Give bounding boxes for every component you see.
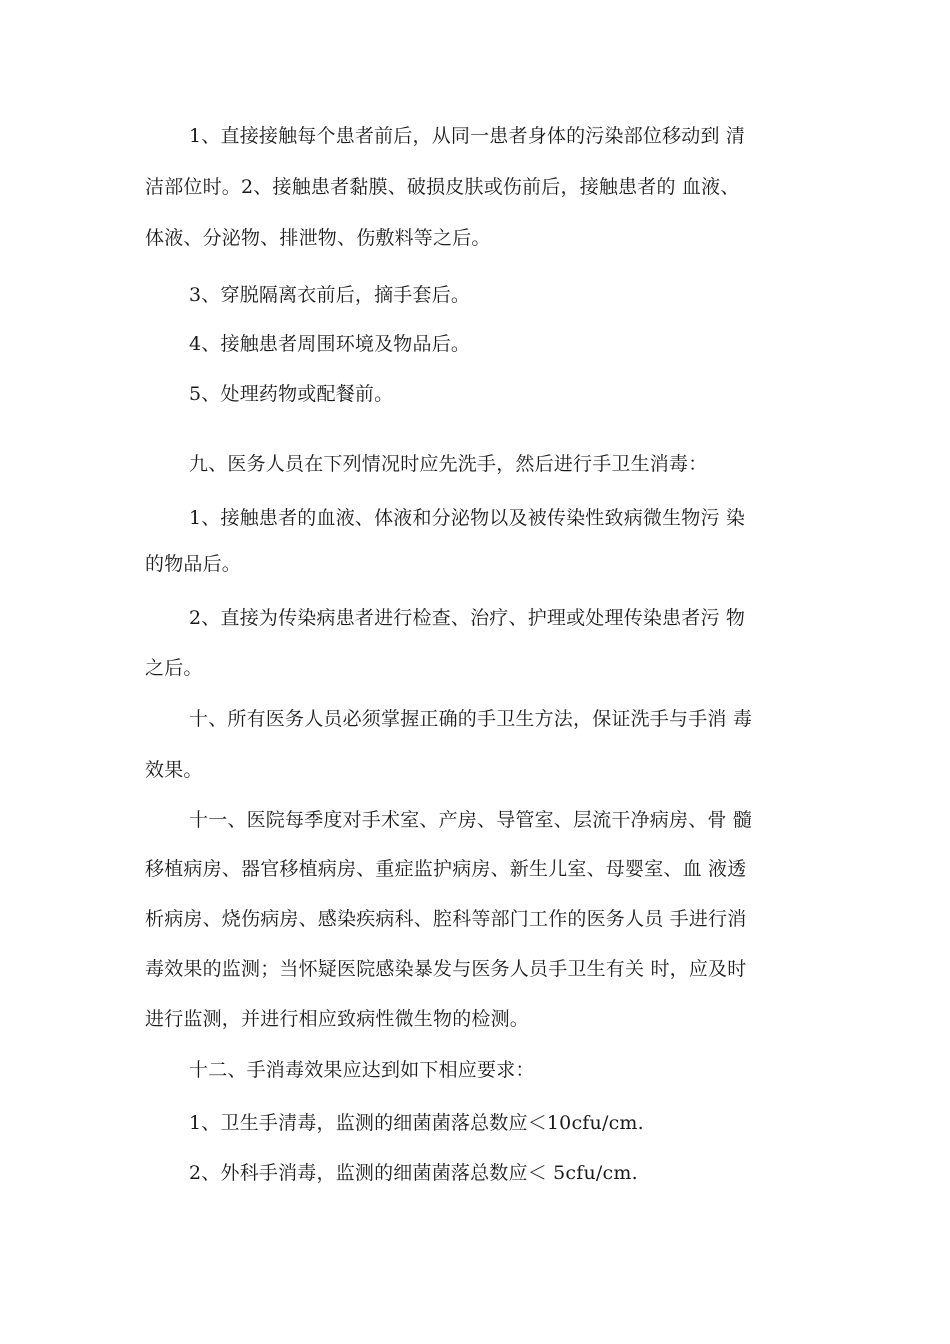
- text-line: 毒效果的监测；当怀疑医院感染暴发与医务人员手卫生有关 时，应及时: [145, 958, 747, 980]
- text-line: 移植病房、器官移植病房、重症监护病房、新生儿室、母婴室、血 液透: [145, 858, 747, 880]
- text-line: 4、接触患者周围环境及物品后。: [189, 333, 471, 355]
- text-line: 析病房、烧伤病房、感染疾病科、腔科等部门工作的医务人员 手进行消: [145, 908, 747, 930]
- text-line: 2、直接为传染病患者进行检查、治疗、护理或处理传染患者污 物: [189, 607, 746, 629]
- text-line: 体液、分泌物、排泄物、伤敷料等之后。: [145, 227, 491, 249]
- text-line: 5、处理药物或配餐前。: [189, 383, 394, 405]
- text-line: 1、卫生手清毒，监测的细菌菌落总数应＜10cfu/cm.: [189, 1112, 644, 1134]
- section-heading: 十、所有医务人员必须掌握正确的手卫生方法，保证洗手与手消 毒: [189, 708, 753, 730]
- section-heading: 十二、手消毒效果应达到如下相应要求：: [189, 1059, 535, 1081]
- text-line: 1、直接接触每个患者前后，从同一患者身体的污染部位移动到 清: [189, 125, 746, 147]
- text-line: 进行监测，并进行相应致病性微生物的检测。: [145, 1008, 530, 1030]
- text-line: 3、穿脱隔离衣前后，摘手套后。: [189, 284, 471, 306]
- text-line: 洁部位时。2、接触患者黏膜、破损皮肤或伤前后，接触患者的 血液、: [145, 176, 740, 198]
- text-line: 之后。: [145, 657, 203, 679]
- text-line: 2、外科手消毒，监测的细菌菌落总数应＜ 5cfu/cm.: [189, 1162, 638, 1184]
- text-line: 效果。: [145, 759, 203, 781]
- section-heading: 十一、医院每季度对手术室、产房、导管室、层流干净病房、骨 髓: [189, 809, 753, 831]
- text-line: 1、接触患者的血液、体液和分泌物以及被传染性致病微生物污 染: [189, 507, 746, 529]
- section-heading: 九、医务人员在下列情况时应先洗手，然后进行手卫生消毒：: [189, 453, 708, 475]
- text-line: 的物品后。: [145, 553, 242, 575]
